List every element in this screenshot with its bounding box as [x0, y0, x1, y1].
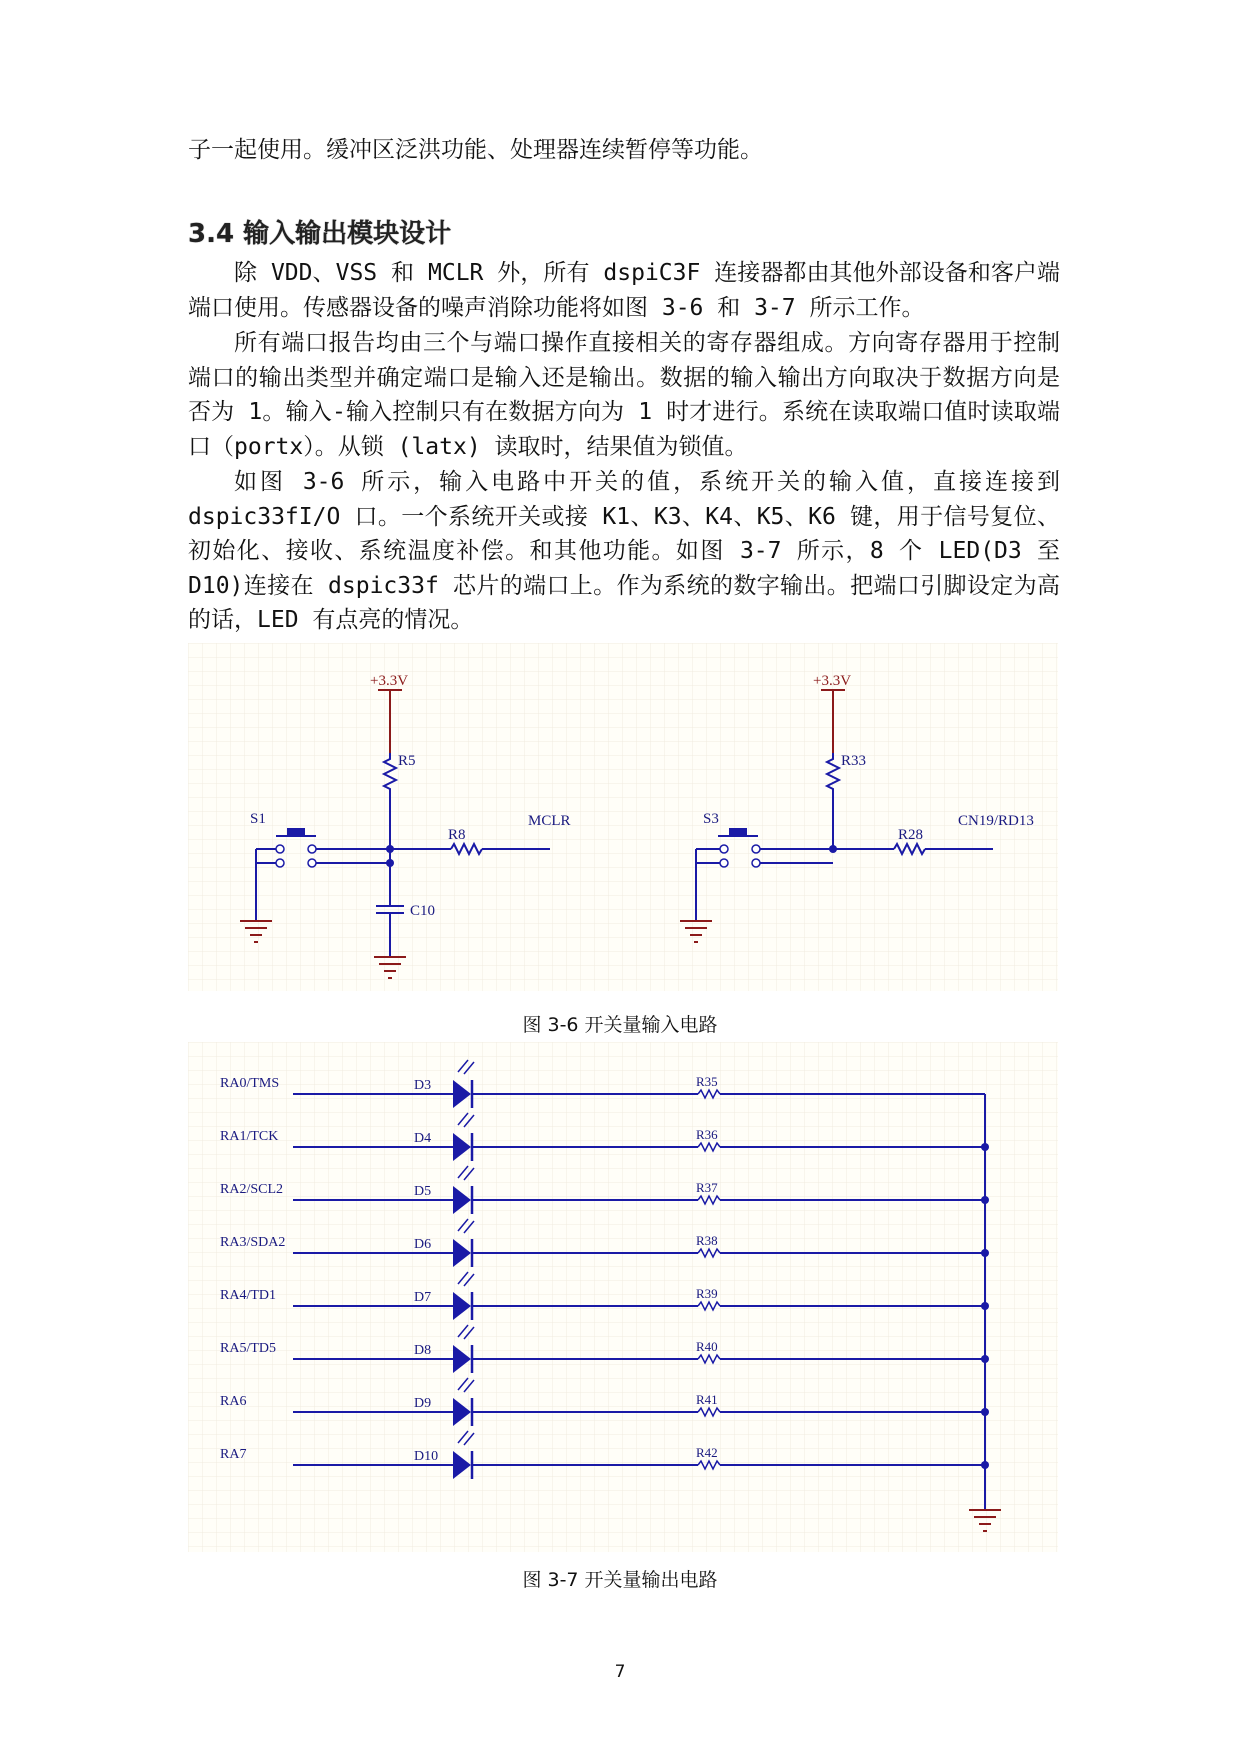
resistor-label: R36: [696, 1127, 718, 1142]
signal-label-left: MCLR: [528, 813, 571, 829]
paragraph-1: 除 VDD、VSS 和 MCLR 外，所有 dspiC3F 连接器都由其他外部设备和客户端端口使用。传感器设备的噪声消除功能将如图 3-6 和 3-7 所示工作。: [188, 260, 1060, 321]
series-resistor-label-right: R28: [898, 827, 924, 843]
figure-caption-3-6: 图 3-6 开关量输入电路: [522, 1014, 718, 1036]
port-label: RA6: [220, 1394, 247, 1409]
switch-label-right: S3: [703, 811, 719, 827]
port-label: RA7: [220, 1447, 247, 1462]
led-label: D4: [414, 1131, 432, 1146]
switch-input-schematic: [188, 643, 1058, 991]
port-label: RA3/SDA2: [220, 1235, 286, 1250]
paragraph-2: 所有端口报告均由三个与端口操作直接相关的寄存器组成。方向寄存器用于控制端口的输出类型并确定端口是输入还是输出。数据的输入输出方向取决于数据方向是否为 1。输入-输入控制只有在数据方向为 1 时才进行。系统在读取端口值时读取端口（portx）。从锁 (latx) 读取时，结果值为锁值。: [188, 330, 1060, 460]
resistor-label: R39: [696, 1286, 718, 1301]
top-text-line: 子一起使用。缓冲区泛洪功能、处理器连续暂停等功能。: [188, 137, 763, 163]
section-heading: 3.4 输入输出模块设计: [188, 219, 452, 249]
resistor-label: R35: [696, 1074, 718, 1089]
vcc-label-right: +3.3V: [813, 673, 852, 689]
resistor-label: R37: [696, 1180, 718, 1195]
vcc-label-left: +3.3V: [370, 673, 409, 689]
led-label: D7: [414, 1290, 432, 1305]
figure-caption-3-7: 图 3-7 开关量输出电路: [522, 1569, 718, 1591]
port-label: RA2/SCL2: [220, 1182, 284, 1197]
capacitor-label: C10: [410, 903, 436, 919]
port-label: RA5/TD5: [220, 1341, 276, 1356]
switch-label-left: S1: [250, 811, 266, 827]
port-label: RA4/TD1: [220, 1288, 276, 1303]
resistor-label: R41: [696, 1392, 718, 1407]
resistor-label: R42: [696, 1445, 718, 1460]
paragraph-3: 如图 3-6 所示，输入电路中开关的值，系统开关的输入值，直接连接到 dspic33fI/O 口。一个系统开关或接 K1、K3、K4、K5、K6 键，用于信号复位、初始化、接收、系统温度补偿。和其他功能。如图 3-7 所示，8 个 LED(D3 至 D10)连接在 dspic33f 芯片的端口上。作为系统的数字输出。把端口引脚设定为高的话，LED 有点亮的情况。: [188, 469, 1060, 633]
led-label: D5: [414, 1184, 432, 1199]
port-label: RA1/TCK: [220, 1129, 279, 1144]
pullup-resistor-label-right: R33: [841, 753, 867, 769]
series-resistor-label-left: R8: [448, 827, 466, 843]
led-label: D10: [414, 1449, 439, 1464]
page-number: 7: [614, 1662, 626, 1682]
led-label: D9: [414, 1396, 432, 1411]
signal-label-right: CN19/RD13: [958, 813, 1034, 829]
led-label: D8: [414, 1343, 432, 1358]
resistor-label: R38: [696, 1233, 718, 1248]
resistor-label: R40: [696, 1339, 718, 1354]
port-label: RA0/TMS: [220, 1076, 280, 1091]
led-output-schematic: [188, 1042, 1058, 1552]
led-label: D6: [414, 1237, 432, 1252]
pullup-resistor-label-left: R5: [398, 753, 416, 769]
led-label: D3: [414, 1078, 432, 1093]
